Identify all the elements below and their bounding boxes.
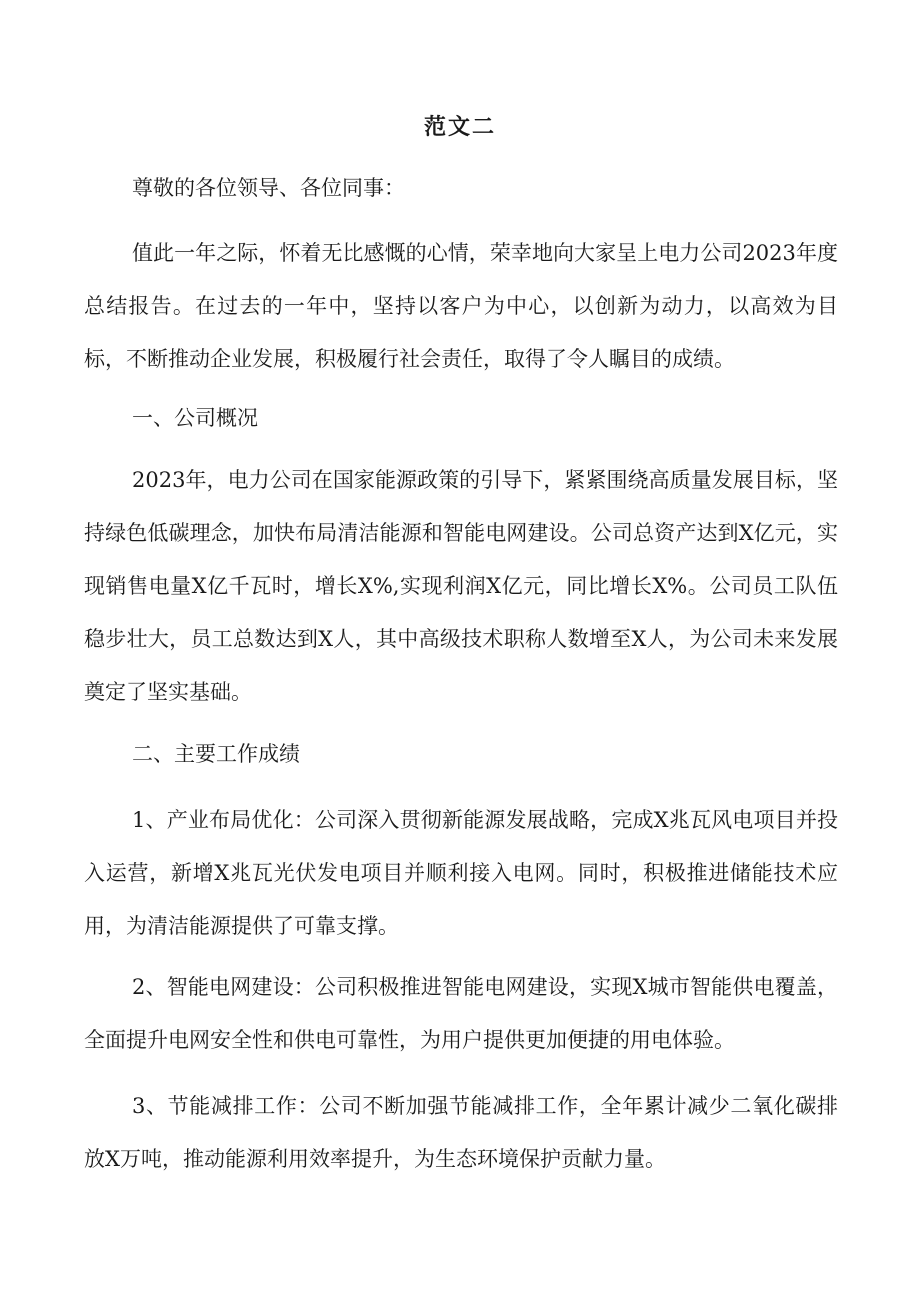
overview-paragraph: 2023年，电力公司在国家能源政策的引导下，紧紧围绕高质量发展目标，坚持绿色低碳理念，加快布局清洁能源和智能电网建设。公司总资产达到X亿元，实现销售电量X亿千瓦时，增长X%,实现利润X亿元，同比增长X%。公司员工队伍稳步壮大，员工总数达到X人，其中高级技术职称人数增至X人，为公司未来发展奠定了坚实基础。 <box>84 468 838 704</box>
section-heading-overview: 一、公司概况 <box>132 406 258 430</box>
document-title: 范文二 <box>423 114 496 140</box>
section-heading-achievements: 二、主要工作成绩 <box>132 742 300 766</box>
achievement-item-3: 3、节能减排工作：公司不断加强节能减排工作，全年累计减少二氧化碳排放X万吨，推动能源利用效率提升，为生态环境保护贡献力量。 <box>84 1094 838 1171</box>
salutation: 尊敬的各位领导、各位同事： <box>132 176 405 200</box>
achievement-item-1: 1、产业布局优化：公司深入贯彻新能源发展战略，完成X兆瓦风电项目并投入运营，新增X兆瓦光伏发电项目并顺利接入电网。同时，积极推进储能技术应用，为清洁能源提供了可靠支撑。 <box>84 808 838 938</box>
achievement-item-2: 2、智能电网建设：公司积极推进智能电网建设，实现X城市智能供电覆盖，全面提升电网安全性和供电可靠性，为用户提供更加便捷的用电体验。 <box>84 975 838 1052</box>
intro-paragraph: 值此一年之际，怀着无比感慨的心情，荣幸地向大家呈上电力公司2023年度总结报告。在过去的一年中，坚持以客户为中心，以创新为动力，以高效为目标，不断推动企业发展，积极履行社会责任，取得了令人瞩目的成绩。 <box>84 241 838 371</box>
